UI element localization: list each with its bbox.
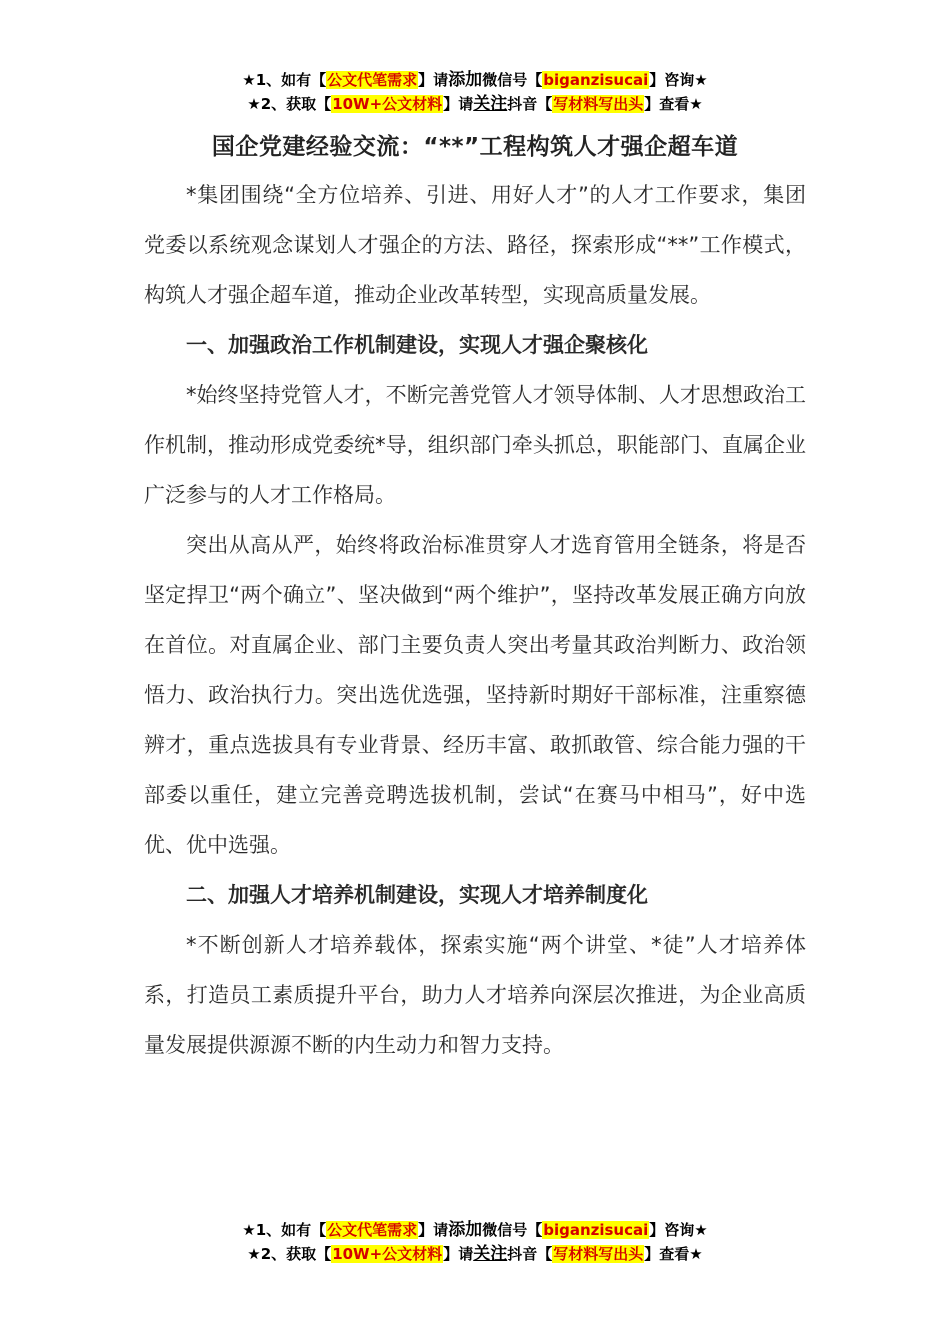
paragraph: *始终坚持党管人才，不断完善党管人才领导体制、人才思想政治工作机制，推动形成党委统*导，组织部门牵头抓总，职能部门、直属企业广泛参与的人才工作格局。 (144, 383, 806, 507)
banner-text: 】请 (443, 95, 474, 113)
banner-text: ★1、如有【 (242, 71, 327, 89)
banner-line-2 (0, 92, 950, 116)
banner-text: 】请 (418, 71, 449, 89)
top-banner (0, 68, 950, 116)
banner-text: 微信号【 (482, 1221, 543, 1239)
banner-text: 微信号【 (482, 71, 543, 89)
banner-emphasis: 关注 (473, 94, 508, 114)
banner-text: 】查看★ (644, 95, 703, 113)
banner-text: 抖音【 (507, 95, 553, 113)
banner-emphasis: 添加 (448, 1220, 483, 1240)
paragraph-intro: *集团围绕“全方位培养、引进、用好人才”的人才工作要求，集团党委以系统观念谋划人才强企的方法、路径，探索形成“**”工作模式，构筑人才强企超车道，推动企业改革转型，实现高质量发展。 (144, 183, 806, 307)
banner-highlight: biganzisucai (543, 1221, 649, 1239)
document-title: 国企党建经验交流：“**”工程构筑人才强企超车道 (211, 134, 739, 160)
document-body (144, 170, 806, 1070)
banner-line-2 (0, 1242, 950, 1266)
banner-text: 】咨询★ (649, 1221, 708, 1239)
banner-text: ★2、获取【 (247, 1245, 332, 1263)
bottom-banner (0, 1218, 950, 1266)
paragraph: 突出从高从严，始终将政治标准贯穿人才选育管用全链条，将是否坚定捍卫“两个确立”、坚决做到“两个维护”，坚持改革发展正确方向放在首位。对直属企业、部门主要负责人突出考量其政治判断力、政治领悟力、政治执行力。突出选优选强，坚持新时期好干部标准，注重察德辨才，重点选拔具有专业背景、经历丰富、敢抓敢管、综合能力强的干部委以重任，建立完善竞聘选拔机制，尝试“在赛马中相马”，好中选优、优中选强。 (144, 533, 806, 857)
banner-highlight: 公文代笔需求 (327, 71, 418, 89)
banner-highlight: 写材料写出头 (553, 95, 644, 113)
paragraph: *不断创新人才培养载体，探索实施“两个讲堂、*徒”人才培养体系，打造员工素质提升平台，助力人才培养向深层次推进，为企业高质量发展提供源源不断的内生动力和智力支持。 (144, 933, 806, 1057)
banner-emphasis: 关注 (473, 1244, 508, 1264)
banner-text: 】查看★ (644, 1245, 703, 1263)
banner-highlight: 写材料写出头 (553, 1245, 644, 1263)
banner-line-1 (0, 68, 950, 92)
banner-text: ★1、如有【 (242, 1221, 327, 1239)
banner-emphasis: 添加 (448, 70, 483, 90)
banner-text: ★2、获取【 (247, 95, 332, 113)
section-heading-1: 一、加强政治工作机制建设，实现人才强企聚核化 (186, 333, 648, 357)
banner-text: 】咨询★ (649, 71, 708, 89)
banner-text: 】请 (418, 1221, 449, 1239)
banner-highlight: 公文代笔需求 (327, 1221, 418, 1239)
banner-highlight: 10W+公文材料 (332, 1245, 443, 1263)
banner-highlight: biganzisucai (543, 71, 649, 89)
banner-text: 】请 (443, 1245, 474, 1263)
section-heading-2: 二、加强人才培养机制建设，实现人才培养制度化 (186, 883, 648, 907)
banner-line-1 (0, 1218, 950, 1242)
banner-text: 抖音【 (507, 1245, 553, 1263)
banner-highlight: 10W+公文材料 (332, 95, 443, 113)
